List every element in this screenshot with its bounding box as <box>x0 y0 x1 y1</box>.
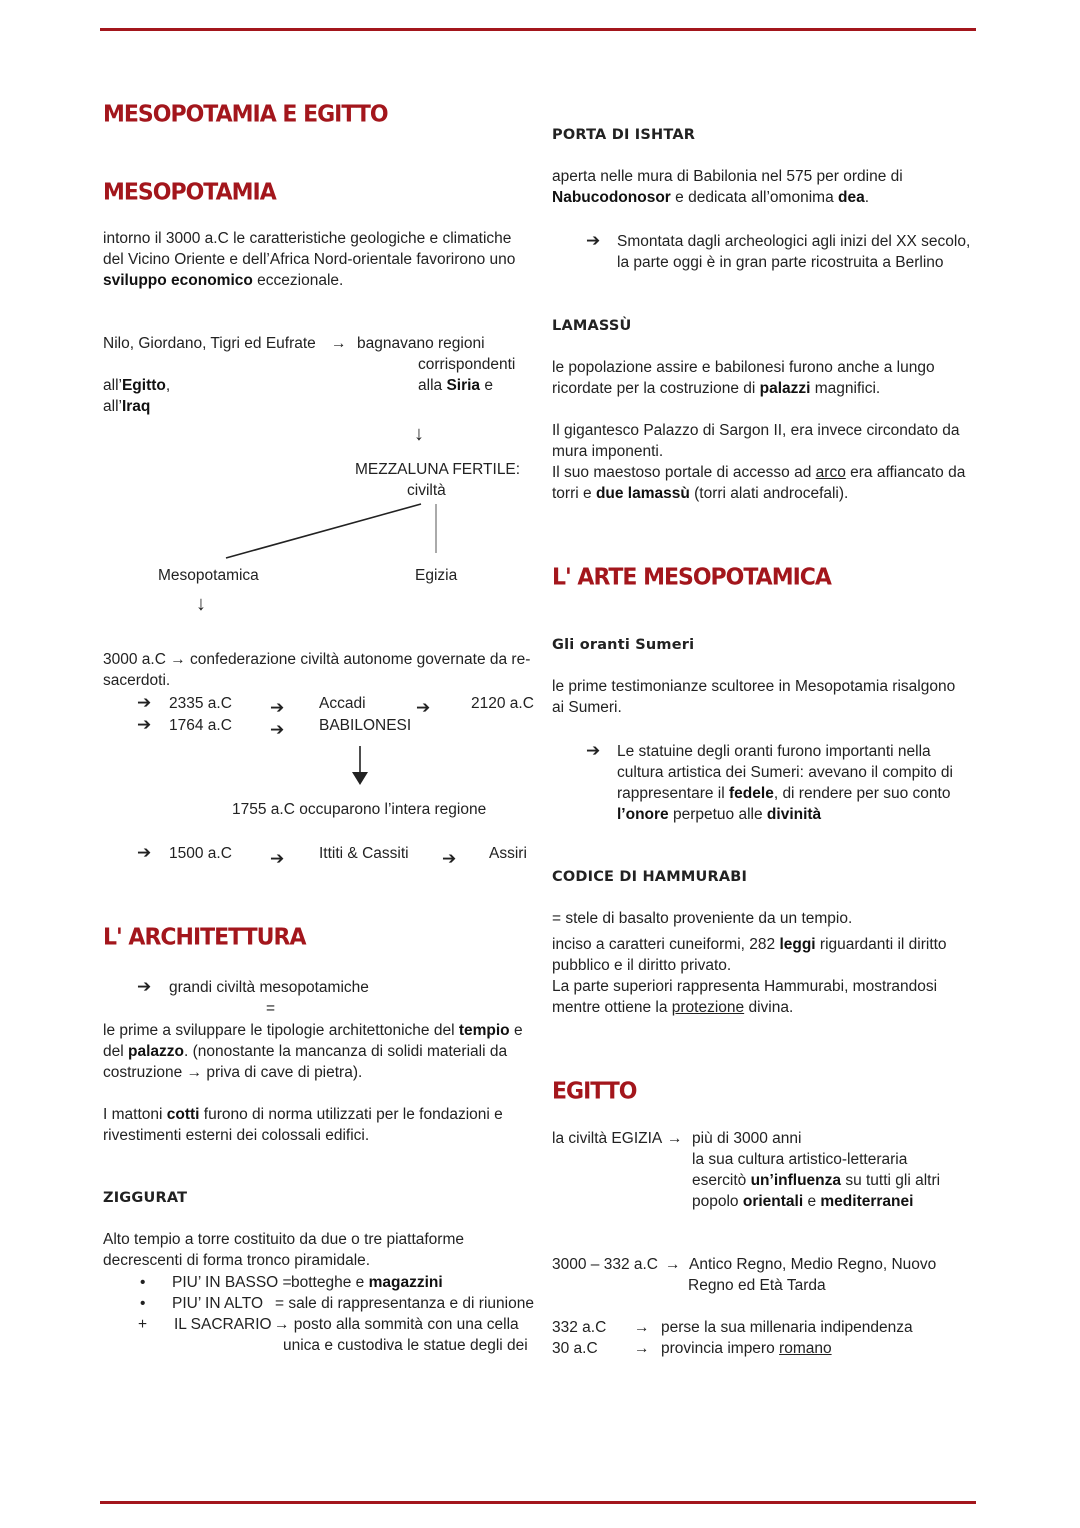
bullet-arrow-icon: ➔ <box>137 693 152 712</box>
ziggurat-item-label: PIU’ IN ALTO <box>172 1295 264 1312</box>
lamassu-line-3: Il gigantesco Palazzo di Sargon II, era invece circondato da <box>552 422 960 439</box>
confed-line-2: sacerdoti. <box>103 672 171 689</box>
timeline-end: 2120 a.C <box>471 695 534 712</box>
arrow-right-icon: ➔ <box>442 849 457 868</box>
heading-mesopotamia: MESOPOTAMIA <box>103 179 276 206</box>
siria-text: alla Siria e <box>418 377 493 394</box>
bullet-arrow-icon: ➔ <box>137 977 152 996</box>
ishtar-bullet-1: Smontata dagli archeologici agli inizi del XX secolo, <box>617 233 971 250</box>
architettura-bullet: grandi civiltà mesopotamiche <box>169 979 369 996</box>
arrow-right-icon: → <box>665 1256 681 1273</box>
heading-ishtar: PORTA DI ISHTAR <box>552 127 696 143</box>
egitto-regni-1: Antico Regno, Medio Regno, Nuovo <box>689 1256 937 1273</box>
heading-ziggurat: ZIGGURAT <box>103 1190 188 1206</box>
ziggurat-sacrario-2: unica e custodiva le statue degli dei <box>283 1337 528 1354</box>
arrow-right-icon: ➔ <box>270 849 285 868</box>
mezzaluna-text: MEZZALUNA FERTILE: <box>355 461 521 478</box>
arrow-down-icon: ↓ <box>414 423 424 445</box>
arte-line-1: le prime testimonianze scultoree in Mesopotamia risalgono <box>552 678 956 695</box>
intro-line-1: intorno il 3000 a.C le caratteristiche geologiche e climatiche <box>103 230 512 247</box>
list-bullet: • <box>140 1295 146 1312</box>
hammurabi-line-3: pubblico e il diritto privato. <box>552 957 732 974</box>
ziggurat-item-text: botteghe e magazzini <box>291 1274 443 1291</box>
egitto-date-2: 30 a.C <box>552 1340 598 1357</box>
egitto-regni-2: Regno ed Età Tarda <box>688 1277 826 1294</box>
branch-line-mesopotamica <box>226 504 421 558</box>
heading-lamassu: LAMASSÙ <box>552 318 632 334</box>
page-title: MESOPOTAMIA E EGITTO <box>103 101 388 128</box>
arrow-right-icon: → <box>667 1130 683 1147</box>
arrow-right-icon: → <box>634 1340 650 1357</box>
egitto-civ-3: esercitò un’influenza su tutti gli altri <box>692 1172 941 1189</box>
timeline-people: Accadi <box>319 695 366 712</box>
intro-line-3: sviluppo economico eccezionale. <box>103 272 344 289</box>
arrow-right-icon: → <box>634 1319 650 1336</box>
architettura-line-3: costruzione → priva di cave di pietra). <box>103 1064 363 1081</box>
ishtar-line-1: aperta nelle mura di Babilonia nel 575 per ordine di <box>552 168 903 185</box>
lamassu-line-2: ricordate per la costruzione di palazzi magnifici. <box>552 380 881 397</box>
arte-bullet-1: Le statuine degli oranti furono importanti nella <box>617 743 931 760</box>
late-end: Assiri <box>489 845 527 862</box>
architettura-line-4: I mattoni cotti furono di norma utilizzati per le fondazioni e <box>103 1106 503 1123</box>
egitto-date-1-text: perse la sua millenaria indipendenza <box>661 1319 913 1336</box>
heading-arte: L' ARTE MESOPOTAMICA <box>552 564 831 591</box>
egitto-text: all’Egitto, <box>103 377 171 394</box>
hammurabi-line-2: inciso a caratteri cuneiformi, 282 leggi riguardanti il diritto <box>552 936 947 953</box>
egitto-civ: la civiltà EGIZIA <box>552 1130 663 1147</box>
civilta-text: civiltà <box>407 482 446 499</box>
list-bullet: • <box>140 1274 146 1291</box>
architettura-line-5: rivestimenti esterni dei colossali edifici. <box>103 1127 370 1144</box>
ziggurat-item-text: = sale di rappresentanza e di riunione <box>275 1295 534 1312</box>
rivers-text: Nilo, Giordano, Tigri ed Eufrate <box>103 335 316 352</box>
egitto-date-2-text: provincia impero romano <box>661 1340 832 1357</box>
corrispondenti-text: corrispondenti <box>418 356 516 373</box>
late-date: 1500 a.C <box>169 845 232 862</box>
lamassu-line-4: mura imponenti. <box>552 443 664 460</box>
bullet-arrow-icon: ➔ <box>586 741 601 760</box>
hammurabi-line-5: mentre ottiene la protezione divina. <box>552 999 794 1016</box>
arte-bullet-2: cultura artistica dei Sumeri: avevano il compito di <box>617 764 953 781</box>
ziggurat-desc-2: decrescenti di forma tronco piramidale. <box>103 1252 371 1269</box>
arrow-right-icon: ➔ <box>270 698 285 717</box>
occuparono-text: 1755 a.C occuparono l’intera regione <box>232 801 487 818</box>
arte-bullet-3: rappresentare il fedele, di rendere per suo conto <box>617 785 951 802</box>
bagnavano-text: bagnavano regioni <box>357 335 485 352</box>
heading-egitto: EGITTO <box>552 1078 637 1105</box>
mesopotamica-text: Mesopotamica <box>158 567 259 584</box>
ziggurat-item-text: → posto alla sommità con una cella <box>274 1316 519 1333</box>
confed-line-1: 3000 a.C → confederazione civiltà autonome governate da re- <box>103 651 531 668</box>
equals-sign: = <box>266 1000 276 1017</box>
bullet-arrow-icon: ➔ <box>586 231 601 250</box>
arte-line-2: ai Sumeri. <box>552 699 622 716</box>
ishtar-line-2: Nabucodonosor e dedicata all’omonima dea. <box>552 189 870 206</box>
ziggurat-desc-1: Alto tempio a torre costituito da due o tre piattaforme <box>103 1231 464 1248</box>
egitto-date-1: 332 a.C <box>552 1319 607 1336</box>
egitto-period: 3000 – 332 a.C <box>552 1256 659 1273</box>
lamassu-line-6: torri e due lamassù (torri alati androcefali). <box>552 485 849 502</box>
arrow-right-icon: → <box>331 335 347 352</box>
heading-architettura: L' ARCHITETTURA <box>103 924 306 951</box>
egitto-civ-2: la sua cultura artistico-letteraria <box>692 1151 908 1168</box>
late-people: Ittiti & Cassiti <box>319 845 409 862</box>
intro-line-2: del Vicino Oriente e dell’Africa Nord-orientale favorirono uno <box>103 251 516 268</box>
babilonesi-arrow-head <box>352 772 368 785</box>
ishtar-bullet-2: la parte oggi è in gran parte ricostruita a Berlino <box>617 254 944 271</box>
timeline-people: BABILONESI <box>319 717 412 734</box>
hammurabi-line-4: La parte superiori rappresenta Hammurabi, mostrandosi <box>552 978 938 995</box>
arte-bullet-4: l’onore perpetuo alle divinità <box>617 806 822 823</box>
heading-hammurabi: CODICE DI HAMMURABI <box>552 869 748 885</box>
timeline-date: 2335 a.C <box>169 695 232 712</box>
lamassu-line-1: le popolazione assire e babilonesi furono anche a lungo <box>552 359 935 376</box>
subheading-oranti: Gli oranti Sumeri <box>552 637 695 653</box>
iraq-text: all’Iraq <box>103 398 151 415</box>
egizia-text: Egizia <box>415 567 458 584</box>
egitto-civ-1: più di 3000 anni <box>692 1130 802 1147</box>
timeline-date: 1764 a.C <box>169 717 232 734</box>
hammurabi-line-1: = stele di basalto proveniente da un tempio. <box>552 910 853 927</box>
ziggurat-item-label: PIU’ IN BASSO = <box>172 1274 292 1291</box>
architettura-line-1: le prime a sviluppare le tipologie architettoniche del tempio e <box>103 1022 523 1039</box>
arrow-right-icon: ➔ <box>270 720 285 739</box>
egitto-civ-4: popolo orientali e mediterranei <box>692 1193 914 1210</box>
lamassu-line-5: Il suo maestoso portale di accesso ad arco era affiancato da <box>552 464 966 481</box>
arrow-right-icon: ➔ <box>416 698 431 717</box>
list-plus: + <box>138 1316 148 1333</box>
bullet-arrow-icon: ➔ <box>137 715 152 734</box>
bullet-arrow-icon: ➔ <box>137 843 152 862</box>
architettura-line-2: del palazzo. (nonostante la mancanza di solidi materiali da <box>103 1043 508 1060</box>
ziggurat-item-label: IL SACRARIO <box>174 1316 272 1333</box>
arrow-down-icon-2: ↓ <box>196 593 206 615</box>
